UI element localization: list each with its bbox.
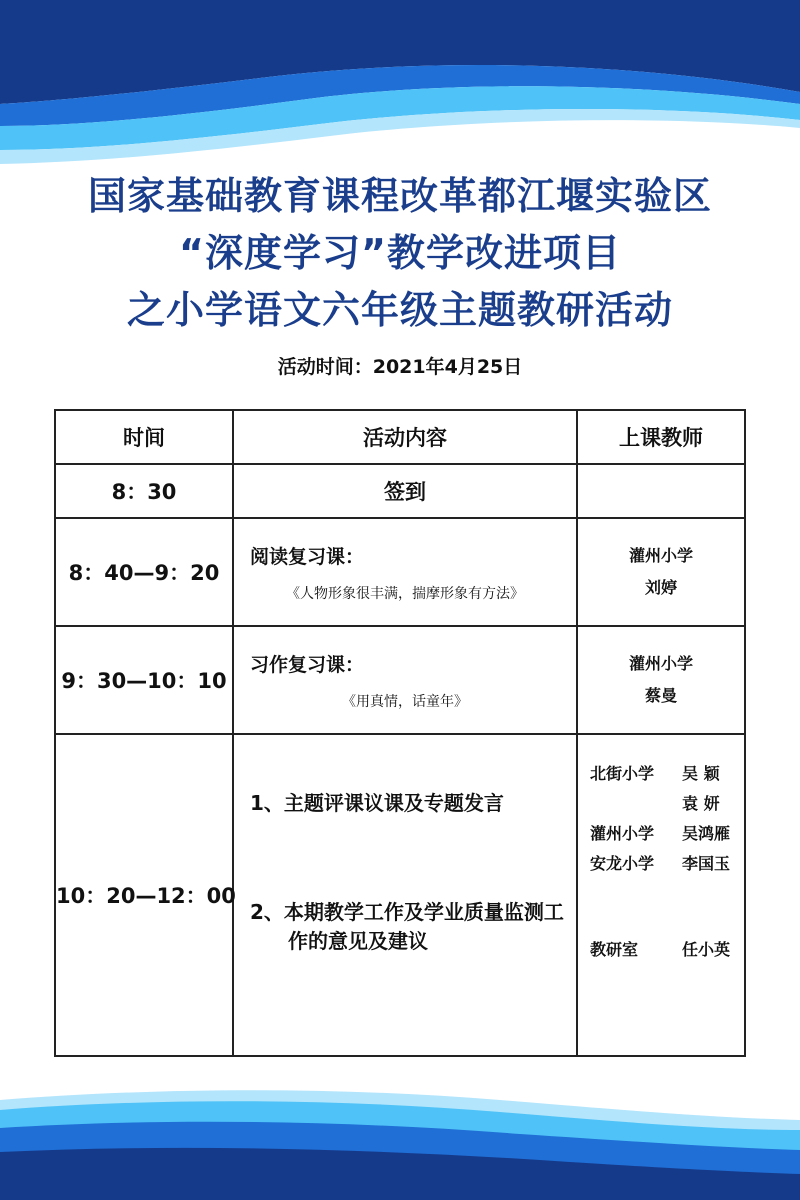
- row-teacher: [577, 518, 745, 626]
- row-content: [233, 518, 577, 626]
- row-teacher-empty: [577, 464, 745, 518]
- list-item: [590, 759, 744, 789]
- bottom-wave-decoration: [0, 1070, 800, 1200]
- table-row: [55, 626, 745, 734]
- course-subtitle: 《用真情，话童年》: [342, 693, 468, 710]
- row-teacher: [577, 734, 745, 1056]
- teacher-name: 蔡曼: [644, 686, 677, 705]
- schedule-table: [54, 409, 746, 1057]
- row-content: 签到: [233, 464, 577, 518]
- teacher-name: 吴鸿雁: [682, 824, 731, 843]
- teacher-school: 北街小学: [590, 764, 655, 783]
- course-title: 阅读复习课：: [250, 545, 365, 568]
- list-item: [590, 935, 744, 965]
- title-line-2: “深度学习”教学改进项目: [179, 231, 621, 275]
- teacher-name: 李国玉: [682, 854, 731, 873]
- row-time: 10：20—12：00: [55, 734, 233, 1056]
- title-line-3: 之小学语文六年级主题教研活动: [126, 288, 673, 332]
- teacher-school: 教研室: [590, 940, 639, 959]
- course-title: 习作复习课：: [250, 653, 365, 676]
- event-title: [0, 168, 800, 339]
- teacher-list: [578, 759, 744, 965]
- row-time: 8：30: [55, 464, 233, 518]
- row-time: 9：30—10：10: [55, 626, 233, 734]
- list-item: [590, 819, 744, 849]
- header-time: 时间: [55, 410, 233, 464]
- list-item: [590, 849, 744, 879]
- table-row: [55, 464, 745, 518]
- header-teacher: 上课教师: [577, 410, 745, 464]
- table-header-row: [55, 410, 745, 464]
- teacher-name: 袁 妍: [682, 794, 720, 813]
- teacher-name: 吴 颖: [682, 764, 720, 783]
- row-teacher: [577, 626, 745, 734]
- table-row: [55, 518, 745, 626]
- top-wave-decoration: [0, 0, 800, 175]
- title-line-1: 国家基础教育课程改革都江堰实验区: [87, 174, 712, 218]
- activity-date: 活动时间：2021年4月25日: [277, 356, 523, 378]
- agenda-item-1: 1、主题评课议课及专题发言: [250, 791, 504, 815]
- teacher-name: 任小英: [682, 940, 731, 959]
- course-subtitle: 《人物形象很丰满，揣摩形象有方法》: [286, 585, 524, 602]
- teacher-school: 灌州小学: [590, 824, 655, 843]
- teacher-school: 灌州小学: [628, 654, 693, 673]
- header-content: 活动内容: [233, 410, 577, 464]
- row-content: [233, 626, 577, 734]
- teacher-school: 安龙小学: [590, 854, 655, 873]
- teacher-name: 刘婷: [644, 578, 677, 597]
- row-content: [233, 734, 577, 1056]
- teacher-school: 灌州小学: [628, 546, 693, 565]
- table-row: [55, 734, 745, 1056]
- row-time: 8：40—9：20: [55, 518, 233, 626]
- agenda-item-2: 2、本期教学工作及学业质量监测工作的意见及建议: [250, 900, 564, 953]
- list-item: [590, 789, 744, 819]
